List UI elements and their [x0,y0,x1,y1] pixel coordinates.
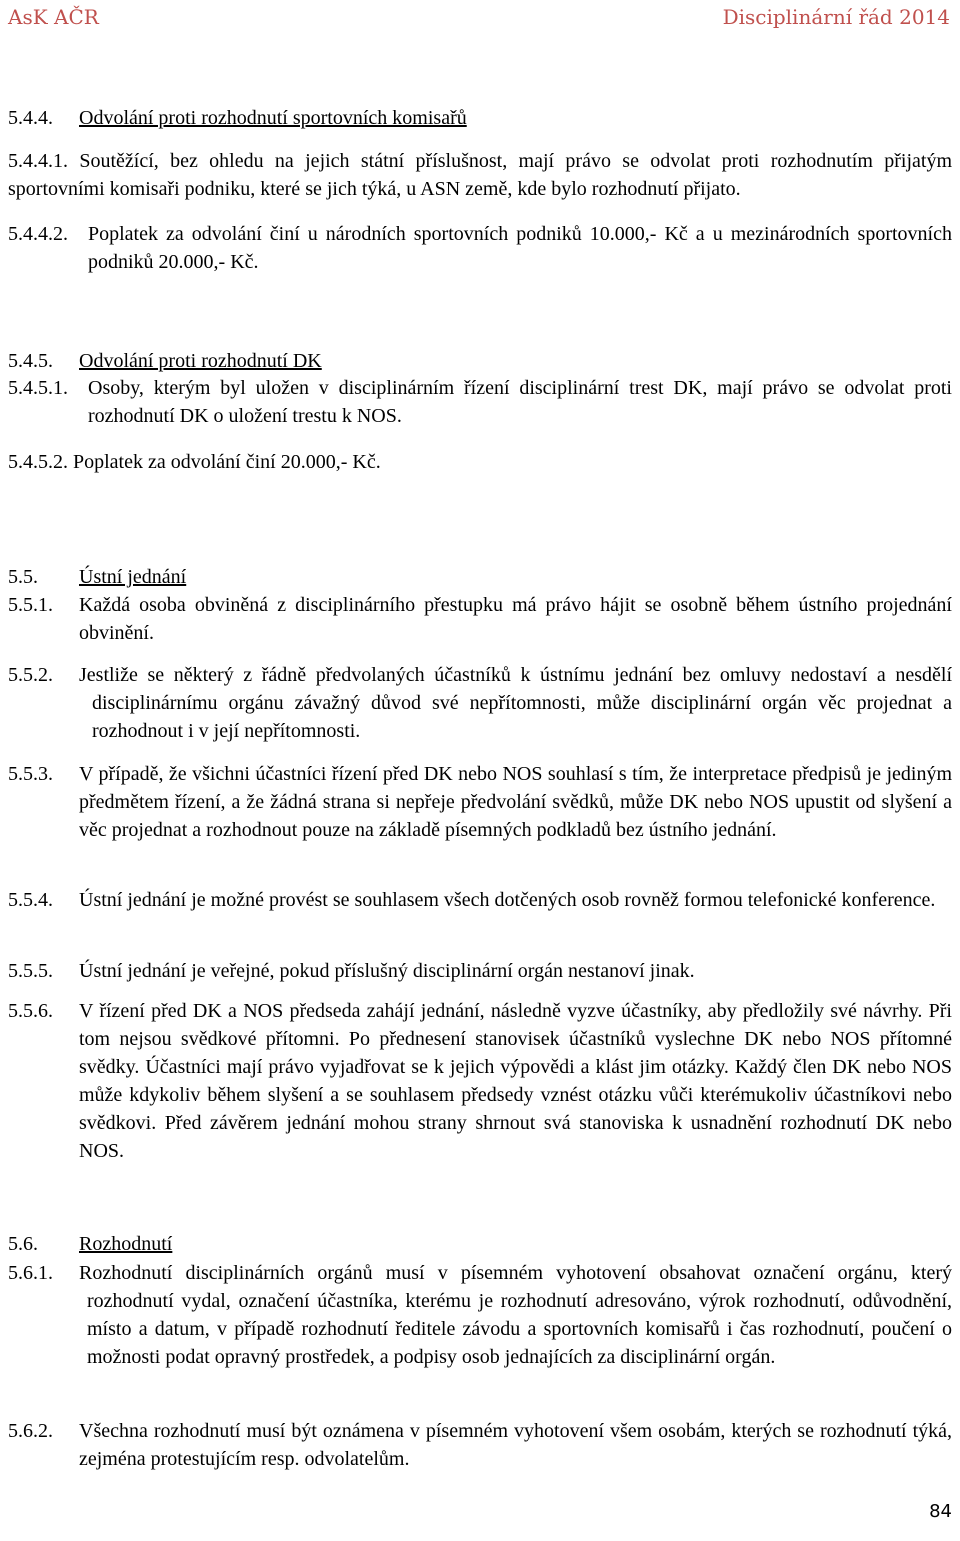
paragraph-5-4-5-1 [8,374,952,430]
header-left: AsK AČR [8,5,99,29]
section-number: 5.5. [8,566,38,588]
paragraph-text: Ústní jednání je možné provést se souhlasem všech dotčených osob rovněž formou telefonické konference. [79,889,936,911]
paragraph-5-4-4-2 [8,220,952,276]
paragraph-5-6-2 [8,1417,952,1473]
paragraph-text: V řízení před DK a NOS předseda zahájí jednání, následně vyzve účastníky, aby předložily své návrhy. Při tom nejsou svědkové přítomni. Po přednesení stanovisek účastníků vyslechne DK nebo NOS přítomné svědky. Účastníci mají právo vyjadřovat se k jejich výpovědi a klást jim otázky. Každý člen DK nebo NOS může kdykoliv během slyšení a se souhlasem předsedy vznést otázku vůči kterémukoliv účastníkovi nebo svědkovi. Před závěrem jednání mohou strany shrnout svá stanoviska k usnadnění rozhodnutí DK nebo NOS. [79,1000,952,1162]
paragraph-text: V případě, že všichni účastníci řízení před DK nebo NOS souhlasí s tím, že interpretace předpisů je jediným předmětem řízení, a že žádná strana si nepřeje předvolání svědků, může DK nebo NOS upustit od slyšení a věc projednat a rozhodnout pouze na základě písemných podkladů bez ústního jednání. [79,763,952,841]
paragraph-text: Ústní jednání je veřejné, pokud příslušný disciplinární orgán nestanoví jinak. [79,960,695,982]
paragraph-5-5-1 [8,591,952,647]
header-right: Disciplinární řád 2014 [722,5,950,29]
section-number: 5.4.5. [8,350,53,372]
section-number: 5.6. [8,1233,38,1255]
section-number: 5.5.1. [8,594,53,616]
section-5-5-heading [8,563,952,591]
paragraph-text: Poplatek za odvolání činí 20.000,- Kč. [73,451,381,473]
paragraph-5-4-4-1 [8,147,952,203]
page-number: 84 [929,1501,952,1522]
paragraph-text: Poplatek za odvolání činí u národních sportovních podniků 10.000,- Kč a u mezinárodních sportovních podniků 20.000,- Kč. [88,223,952,273]
section-number: 5.6.2. [8,1420,53,1442]
section-number: 5.4.5.2. [8,451,68,473]
section-number: 5.5.4. [8,889,53,911]
section-number: 5.5.5. [8,960,53,982]
section-number: 5.4.4. [8,107,53,129]
paragraph-5-6-1 [8,1259,952,1371]
paragraph-5-5-6 [8,997,952,1165]
paragraph-5-5-4 [8,886,952,914]
paragraph-5-5-3 [8,760,952,844]
paragraph-text: Každá osoba obviněná z disciplinárního přestupku má právo hájit se osobně během ústního projednání obvinění. [79,594,952,644]
paragraph-text: Osoby, kterým byl uložen v disciplinárním řízení disciplinární trest DK, mají právo se odvolat proti rozhodnutí DK o uložení trestu k NOS. [88,377,952,427]
section-number: 5.5.6. [8,1000,53,1022]
paragraph-5-4-5-2 [8,448,952,476]
section-5-6-heading [8,1230,952,1258]
section-title: Odvolání proti rozhodnutí DK [79,350,322,372]
section-number: 5.5.2. [8,664,53,686]
paragraph-5-5-5 [8,957,952,985]
section-5-4-5-heading [8,347,952,375]
section-title: Ústní jednání [79,566,187,588]
section-number: 5.4.5.1. [8,377,68,399]
section-number: 5.6.1. [8,1262,53,1284]
section-5-4-4-heading [8,104,952,132]
section-number: 5.4.4.2. [8,223,68,245]
section-number: 5.5.3. [8,763,53,785]
section-number: 5.4.4.1. [8,150,68,172]
section-title: Rozhodnutí [79,1233,173,1255]
paragraph-5-5-2 [8,661,952,745]
paragraph-text: Rozhodnutí disciplinárních orgánů musí v písemném vyhotovení obsahovat označení orgánu, který rozhodnutí vydal, označení účastníka, kterému je rozhodnutí adresováno, výrok rozhodnutí, odůvodnění, místo a datum, v případě rozhodnutí ředitele závodu a sportovních komisařů i čas rozhodnutí, poučení o možnosti podat opravný prostředek, a podpisy osob jednajících za disciplinární orgán. [79,1262,952,1368]
section-title: Odvolání proti rozhodnutí sportovních komisařů [79,107,467,129]
paragraph-text: Jestliže se některý z řádně předvolaných účastníků k ústnímu jednání bez omluvy nedostaví a nesdělí disciplinárnímu orgánu závažný důvod své nepřítomnosti, může disciplinární orgán věc projednat a rozhodnout i v její nepřítomnosti. [79,664,952,742]
paragraph-text: Všechna rozhodnutí musí být oznámena v písemném vyhotovení všem osobám, kterých se rozhodnutí týká, zejména protestujícím resp. odvolatelům. [79,1420,952,1470]
paragraph-text: Soutěžící, bez ohledu na jejich státní příslušnost, mají právo se odvolat proti rozhodnutím přijatým sportovními komisaři podniku, které se jich týká, u ASN země, kde bylo rozhodnutí přijato. [8,150,952,200]
